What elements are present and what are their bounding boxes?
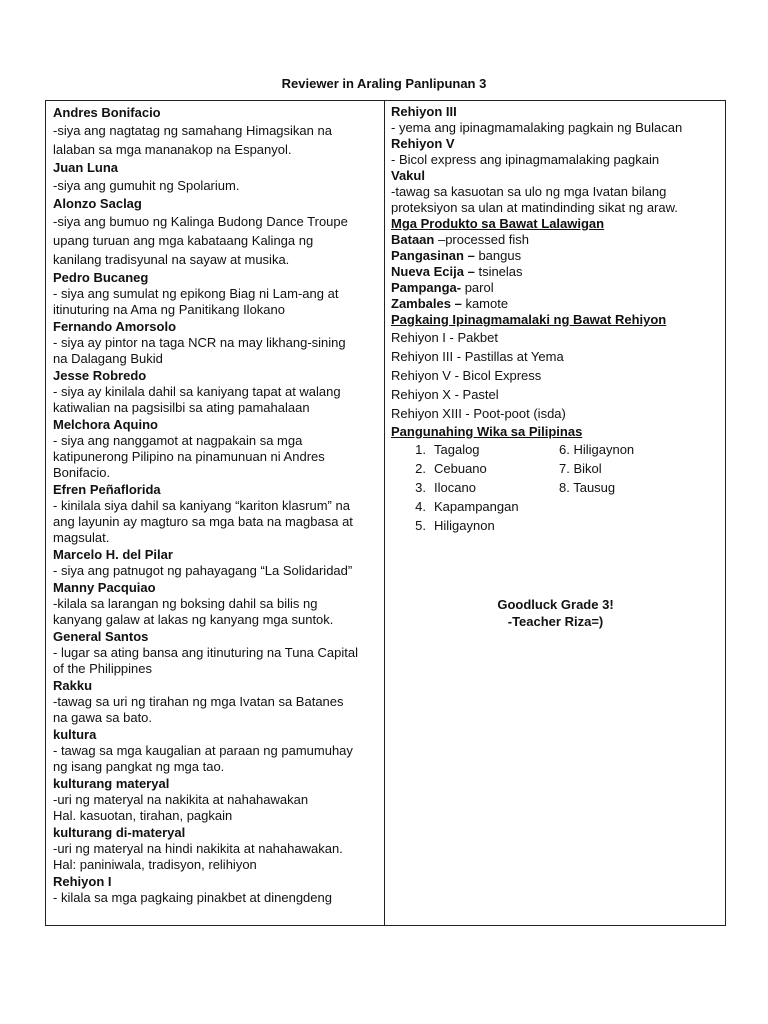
entry-block — [53, 269, 379, 318]
reviewer-table — [45, 100, 726, 926]
produkto-list — [391, 232, 721, 312]
entry-text: of the Philippines — [53, 661, 153, 676]
entry-text: itinuturing na Ama ng Panitikang Ilokano — [53, 302, 285, 317]
entry-block — [53, 628, 379, 677]
rehiyon-v-heading: Rehiyon V — [391, 136, 455, 151]
entry-text: - lugar sa ating bansa ang itinuturing na Tuna Capital — [53, 645, 358, 660]
vakul-text-1: -tawag sa kasuotan sa ulo ng mga Ivatan bilang — [391, 184, 667, 199]
produkto-item — [391, 232, 721, 248]
entry-text: - siya ay pintor na taga NCR na may likhang-sining — [53, 335, 346, 350]
entry-text: na gawa sa bato. — [53, 710, 153, 725]
entry-block — [53, 195, 379, 269]
pagkain-list — [391, 328, 721, 423]
entry-text: - kinilala siya dahil sa kaniyang “kariton klasrum” na — [53, 498, 350, 513]
entry-text: lalaban sa mga mananakop na Espanyol. — [53, 142, 292, 157]
wika-language: Ilocano — [434, 480, 476, 495]
entry-text: -siya ang gumuhit ng Spolarium. — [53, 178, 240, 193]
wika-language: Hiligaynon — [434, 518, 495, 533]
entry-heading: Melchora Aquino — [53, 417, 158, 432]
entry-heading: Jesse Robredo — [53, 368, 147, 383]
column-divider — [384, 101, 385, 925]
entry-heading: Marcelo H. del Pilar — [53, 547, 173, 562]
entry-text: -siya ang bumuo ng Kalinga Budong Dance Troupe — [53, 214, 348, 229]
produkto-item — [391, 296, 721, 312]
entry-text: katipunerong Pilipino na pinamunuan ni Andres — [53, 449, 325, 464]
produkto-place: Pangasinan – — [391, 248, 475, 263]
wika-number: 5. — [415, 518, 426, 533]
wika-row — [391, 478, 721, 497]
wika-number: 3. — [415, 480, 426, 495]
entry-heading: Andres Bonifacio — [53, 105, 161, 120]
entry-heading: kulturang di-materyal — [53, 825, 186, 840]
produkto-separator: – — [434, 232, 446, 247]
entry-text: kanilang tradisyunal na sayaw at musika. — [53, 252, 290, 267]
produkto-heading: Mga Produkto sa Bawat Lalawigan — [391, 216, 605, 231]
entry-heading: Rehiyon I — [53, 874, 112, 889]
pagkain-item: Rehiyon XIII - Poot-poot (isda) — [391, 406, 566, 421]
entry-block — [53, 824, 379, 873]
wika-number: 4. — [415, 499, 426, 514]
produkto-place: Nueva Ecija – — [391, 264, 475, 279]
rehiyon-v-text: - Bicol express ang ipinagmamalaking pagkain — [391, 152, 660, 167]
entry-heading: Pedro Bucaneg — [53, 270, 149, 285]
entry-heading: kulturang materyal — [53, 776, 170, 791]
entry-text: katiwalian na pagsisilbi sa ating pamahalaan — [53, 400, 310, 415]
produkto-product: bangus — [478, 248, 522, 263]
entry-text: magsulat. — [53, 530, 110, 545]
wika-list — [391, 440, 721, 535]
entry-text: - siya ang nanggamot at nagpakain sa mga — [53, 433, 303, 448]
produkto-product: processed fish — [445, 232, 530, 247]
wika-row — [391, 459, 721, 478]
wika-language-second: 8. Tausug — [559, 480, 616, 495]
wika-row — [391, 440, 721, 459]
pagkain-item: Rehiyon III - Pastillas at Yema — [391, 349, 564, 364]
wika-number: 2. — [415, 461, 426, 476]
entry-text: - siya ay kinilala dahil sa kaniyang tapat at walang — [53, 384, 341, 399]
entry-text: na Dalagang Bukid — [53, 351, 163, 366]
wika-language-second: 7. Bikol — [559, 461, 602, 476]
entry-text: Hal. kasuotan, tirahan, pagkain — [53, 808, 233, 823]
pagkain-heading: Pagkaing Ipinagmamalaki ng Bawat Rehiyon — [391, 312, 667, 327]
entry-block — [53, 726, 379, 775]
entry-block — [53, 416, 379, 481]
wika-heading: Pangunahing Wika sa Pilipinas — [391, 424, 583, 439]
entry-block — [53, 104, 379, 159]
produkto-product: parol — [464, 280, 494, 295]
entry-text: - kilala sa mga pagkaing pinakbet at dinengdeng — [53, 890, 332, 905]
entry-heading: Alonzo Saclag — [53, 196, 142, 211]
entry-heading: Fernando Amorsolo — [53, 319, 177, 334]
entry-text: -uri ng materyal na hindi nakikita at nahahawakan. — [53, 841, 343, 856]
wika-language: Cebuano — [434, 461, 487, 476]
entry-heading: Rakku — [53, 678, 93, 693]
document-title: Reviewer in Araling Panlipunan 3 — [281, 76, 487, 91]
entry-block — [53, 677, 379, 726]
produkto-place: Zambales – — [391, 296, 462, 311]
entry-heading: General Santos — [53, 629, 149, 644]
pagkain-item: Rehiyon I - Pakbet — [391, 330, 498, 345]
wika-language: Tagalog — [434, 442, 480, 457]
entry-text: -kilala sa larangan ng boksing dahil sa bilis ng — [53, 596, 318, 611]
produkto-place: Pampanga- — [391, 280, 462, 295]
right-column — [391, 104, 721, 535]
produkto-place: Bataan — [391, 232, 435, 247]
wika-number: 1. — [415, 442, 426, 457]
entry-text: ang layunin ay magturo sa mga bata na magbasa at — [53, 514, 353, 529]
closing-line-1: Goodluck Grade 3! — [497, 597, 614, 612]
entry-block — [53, 159, 379, 195]
entry-text: -tawag sa uri ng tirahan ng mga Ivatan sa Batanes — [53, 694, 344, 709]
entry-block — [53, 318, 379, 367]
closing-line-2: -Teacher Riza=) — [507, 614, 604, 629]
produkto-item — [391, 264, 721, 280]
entry-block — [53, 579, 379, 628]
produkto-item — [391, 248, 721, 264]
entry-heading: Efren Peñaflorida — [53, 482, 161, 497]
entry-block — [53, 546, 379, 579]
entry-text: - siya ang patnugot ng pahayagang “La Solidaridad” — [53, 563, 353, 578]
entry-text: Hal: paniniwala, tradisyon, relihiyon — [53, 857, 257, 872]
rehiyon-iii-text: - yema ang ipinagmamalaking pagkain ng Bulacan — [391, 120, 683, 135]
pagkain-item: Rehiyon X - Pastel — [391, 387, 499, 402]
closing-note — [384, 596, 727, 630]
wika-row — [391, 516, 721, 535]
wika-language-second: 6. Hiligaynon — [559, 442, 635, 457]
produkto-product: tsinelas — [478, 264, 523, 279]
left-column — [53, 104, 379, 906]
produkto-item — [391, 280, 721, 296]
entry-block — [53, 775, 379, 824]
entry-block — [53, 367, 379, 416]
pagkain-item: Rehiyon V - Bicol Express — [391, 368, 542, 383]
entry-heading: Manny Pacquiao — [53, 580, 156, 595]
produkto-product: kamote — [465, 296, 509, 311]
wika-language: Kapampangan — [434, 499, 519, 514]
entry-text: ng isang pangkat ng mga tao. — [53, 759, 225, 774]
entry-text: upang turuan ang mga kabataang Kalinga ng — [53, 233, 314, 248]
entry-text: kanyang galaw at lakas ng kanyang mga suntok. — [53, 612, 334, 627]
entry-text: - tawag sa mga kaugalian at paraan ng pamumuhay — [53, 743, 353, 758]
entry-heading: kultura — [53, 727, 97, 742]
vakul-text-2: proteksiyon sa ulan at matindinding sikat ng araw. — [391, 200, 678, 215]
entry-heading: Juan Luna — [53, 160, 119, 175]
entry-text: -siya ang nagtatag ng samahang Himagsikan na — [53, 123, 332, 138]
vakul-heading: Vakul — [391, 168, 425, 183]
wika-row — [391, 497, 721, 516]
entry-block — [53, 481, 379, 546]
entry-text: - siya ang sumulat ng epikong Biag ni Lam-ang at — [53, 286, 339, 301]
rehiyon-iii-heading: Rehiyon III — [391, 104, 457, 119]
entry-text: -uri ng materyal na nakikita at nahahawakan — [53, 792, 309, 807]
entry-text: Bonifacio. — [53, 465, 111, 480]
entry-block — [53, 873, 379, 906]
